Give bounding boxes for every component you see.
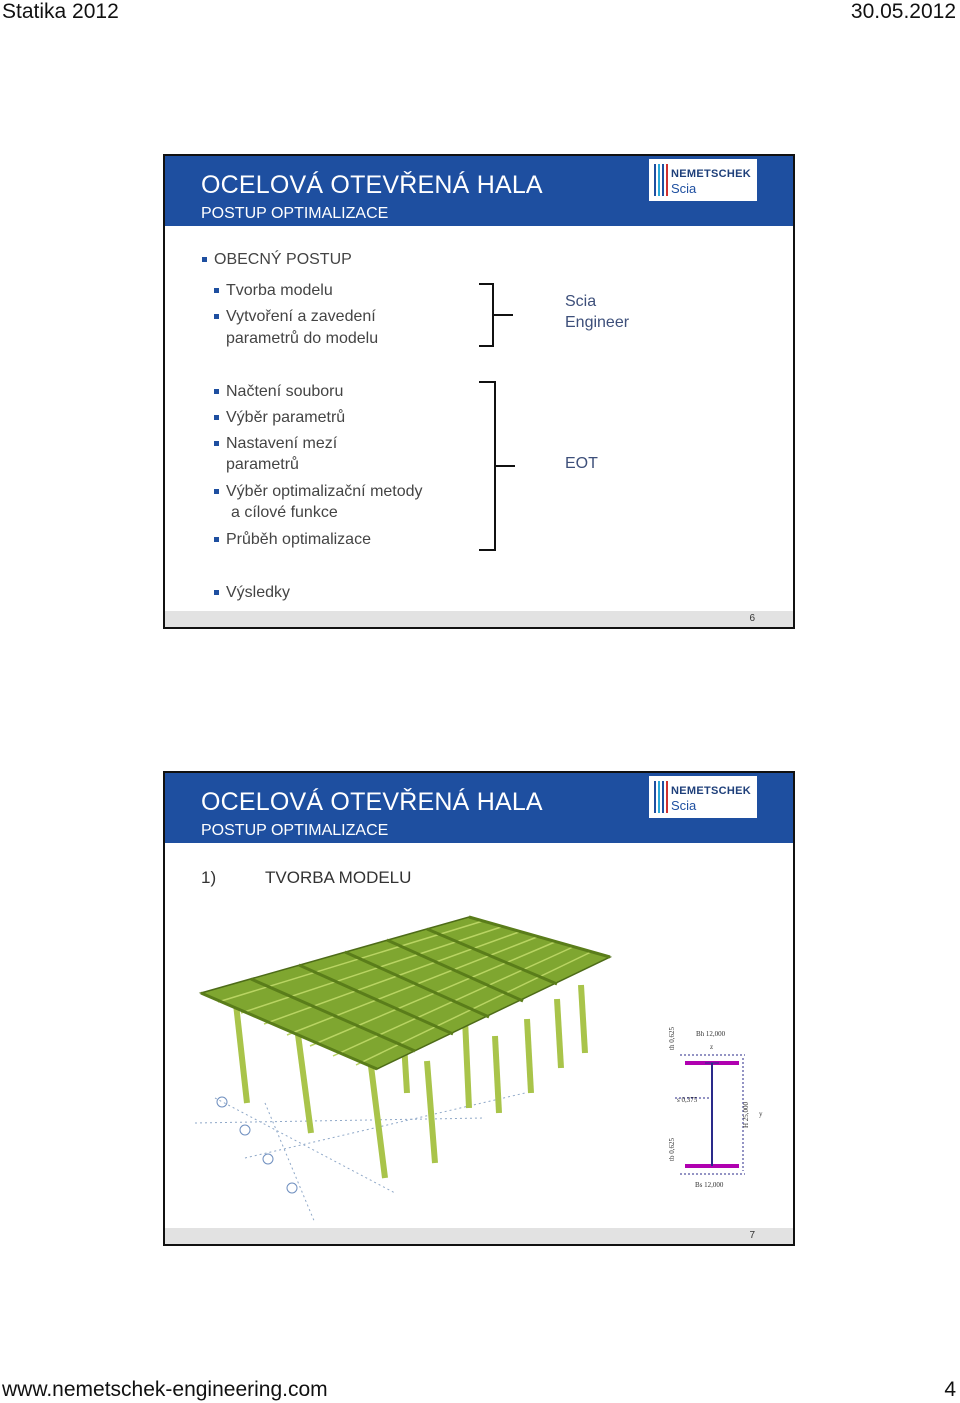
section-label-h: H 25,000 [742, 1101, 750, 1128]
list-item: Načtení souboru [226, 381, 343, 402]
section-label-y: y [759, 1110, 763, 1118]
nemetschek-logo [649, 776, 757, 818]
bullet-icon [202, 257, 207, 262]
section-label-bh: Bh 12,000 [696, 1030, 726, 1038]
hall-3d-model [165, 893, 793, 1233]
logo-scia: Scia [671, 798, 697, 813]
list-item: Vytvoření a zavedení [226, 306, 376, 327]
section-label-s: s 0,375 [677, 1096, 698, 1104]
slide-title-band [165, 156, 793, 226]
bullet-icon [214, 288, 219, 293]
list-item-continuation: parametrů [226, 456, 299, 473]
slide-6 [163, 154, 795, 629]
slide-number: 7 [749, 1230, 755, 1241]
brace-icon [477, 380, 521, 552]
slide-footer-bar [165, 1228, 793, 1244]
slide-title: OCELOVÁ OTEVŘENÁ HALA [201, 171, 543, 199]
side-label-engineer: Engineer [565, 314, 630, 331]
list-item: Nastavení mezí [226, 433, 337, 454]
logo-word: NEMETSCHEK [671, 168, 752, 180]
page-header-title: Statika 2012 [2, 0, 119, 23]
section-label-bs: Bs 12,000 [695, 1181, 724, 1189]
section-label-tb: tb 0,625 [668, 1138, 676, 1161]
slide-subtitle: POSTUP OPTIMALIZACE [201, 822, 389, 839]
list-item: Výsledky [226, 582, 290, 603]
nemetschek-logo [649, 159, 757, 201]
slide-footer-bar [165, 611, 793, 627]
list-item: Výběr parametrů [226, 407, 345, 428]
section-label-z: z [710, 1043, 714, 1051]
section-label-th: th 0,625 [668, 1027, 676, 1050]
bullet-icon [214, 489, 219, 494]
side-label-scia: Scia [565, 293, 597, 310]
logo-scia: Scia [671, 181, 697, 196]
page-header-date: 30.05.2012 [850, 0, 956, 23]
list-item: Tvorba modelu [226, 280, 333, 301]
side-label-eot: EOT [565, 455, 598, 472]
slide-number: 6 [749, 613, 755, 624]
slide-subtitle: POSTUP OPTIMALIZACE [201, 205, 389, 222]
logo-word: NEMETSCHEK [671, 785, 752, 797]
list-item: Průběh optimalizace [226, 529, 371, 550]
page-footer-url: www.nemetschek-engineering.com [2, 1378, 328, 1401]
brace-icon [475, 282, 519, 348]
step-title: TVORBA MODELU [265, 868, 412, 887]
bullet-icon [214, 389, 219, 394]
bullet-icon [214, 441, 219, 446]
list-item-continuation: parametrů do modelu [226, 330, 379, 347]
bullet-icon [214, 314, 219, 319]
list-item: Výběr optimalizační metody [226, 481, 423, 502]
bullet-icon [214, 537, 219, 542]
slide-7 [163, 771, 795, 1246]
slide-title: OCELOVÁ OTEVŘENÁ HALA [201, 788, 543, 816]
list-item-heading: OBECNÝ POSTUP [214, 249, 352, 270]
page-footer-number: 4 [944, 1378, 956, 1401]
bullet-icon [214, 415, 219, 420]
step-number: 1) [201, 868, 217, 887]
bullet-icon [214, 590, 219, 595]
list-item-continuation: a cílové funkce [231, 504, 338, 521]
slide-title-band [165, 773, 793, 843]
